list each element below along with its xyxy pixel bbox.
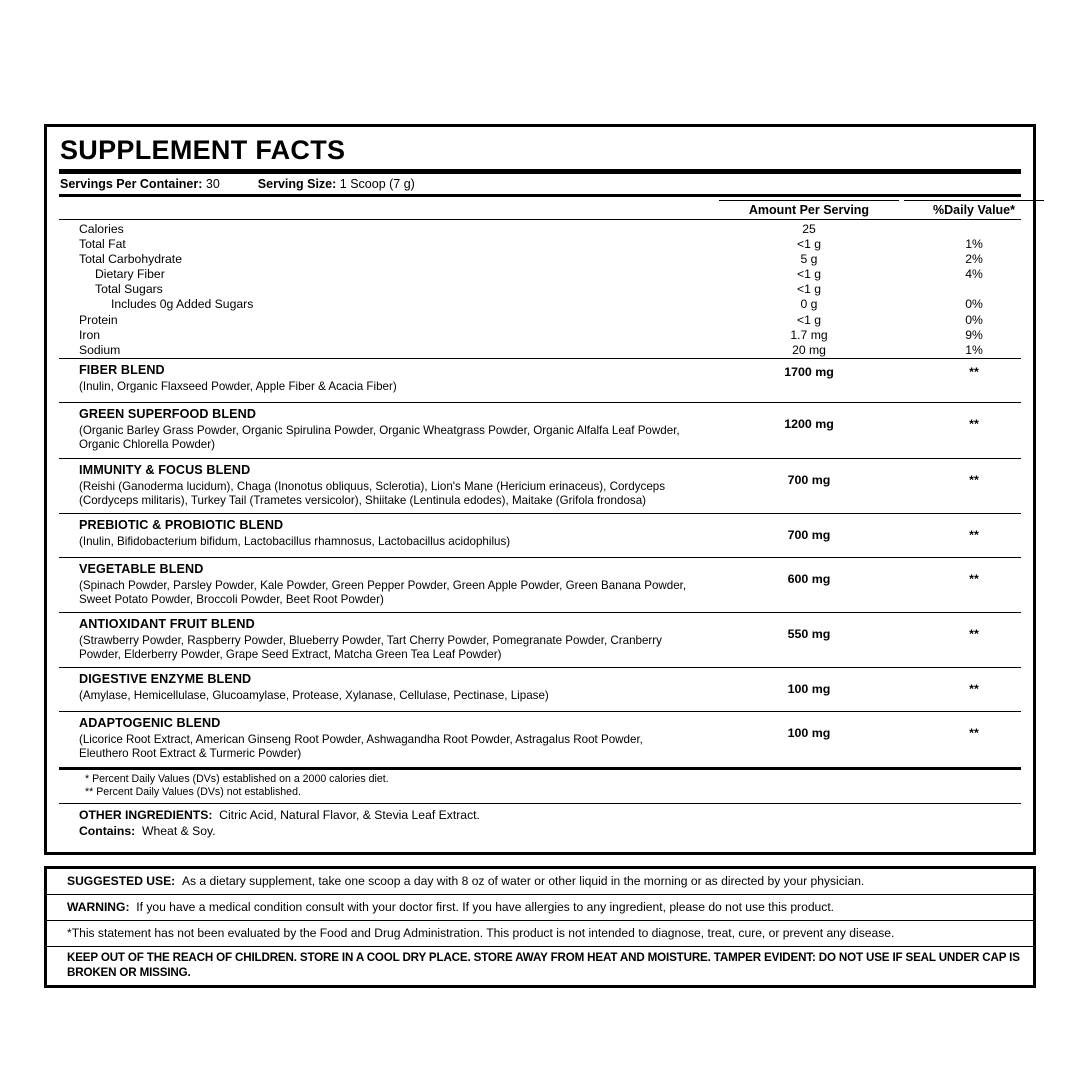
nutrient-dv: 1% bbox=[965, 343, 983, 358]
blend-row-vegetable bbox=[59, 557, 1021, 612]
nutrient-name: Includes 0g Added Sugars bbox=[111, 297, 254, 312]
blend-row-digestive-enzyme bbox=[59, 667, 1021, 711]
blend-row-green-superfood bbox=[59, 402, 1021, 457]
blend-dv: ** bbox=[969, 726, 979, 741]
warning-label: WARNING: bbox=[67, 900, 130, 915]
blend-amount: 550 mg bbox=[787, 627, 831, 642]
blend-row-prebiotic-probiotic bbox=[59, 513, 1021, 557]
nutrient-dv: 0% bbox=[965, 312, 983, 327]
blend-amount: 1700 mg bbox=[784, 365, 834, 380]
servings-per-container-value: 30 bbox=[205, 176, 220, 191]
blend-name: PREBIOTIC & PROBIOTIC BLEND bbox=[79, 517, 284, 532]
nutrient-amount: <1 g bbox=[796, 282, 822, 297]
blend-name: FIBER BLEND bbox=[79, 363, 165, 378]
nutrient-dv: 9% bbox=[965, 327, 983, 342]
table-row bbox=[59, 237, 1021, 252]
blend-dv: ** bbox=[969, 472, 979, 487]
nutrients-table bbox=[59, 220, 1021, 359]
notices-panel bbox=[44, 866, 1036, 988]
table-row bbox=[59, 267, 1021, 282]
footnote-daily-value: * Percent Daily Values (DVs) established on a 2000 calories diet. bbox=[85, 772, 389, 785]
blend-dv: ** bbox=[969, 527, 979, 542]
footnotes bbox=[59, 767, 1021, 804]
blend-amount: 700 mg bbox=[787, 472, 831, 487]
nutrient-amount: 5 g bbox=[800, 251, 818, 266]
contains-label: Contains: bbox=[79, 823, 136, 838]
blend-row-antioxidant-fruit bbox=[59, 612, 1021, 667]
nutrient-name: Sodium bbox=[79, 343, 121, 358]
keep-out-text: KEEP OUT OF THE REACH OF CHILDREN. STORE IN A COOL DRY PLACE. STORE AWAY FROM HEAT AND MOISTURE. TAMPER EVIDENT: DO NOT USE IF SEAL UNDER CAP IS BROKEN OR MISSING. bbox=[67, 951, 1020, 979]
blend-ingredients: (Strawberry Powder, Raspberry Powder, Blueberry Powder, Tart Cherry Powder, Pomegranate Powder, Cranberry Powder, Elderberry Powder, Grape Seed Extract, Matcha Green Tea Leaf Powder) bbox=[79, 634, 662, 662]
column-headers bbox=[59, 197, 1021, 219]
blend-ingredients: (Inulin, Organic Flaxseed Powder, Apple Fiber & Acacia Fiber) bbox=[79, 380, 397, 394]
nutrient-amount: 1.7 mg bbox=[790, 327, 828, 342]
blend-amount: 600 mg bbox=[787, 571, 831, 586]
blend-ingredients: (Licorice Root Extract, American Ginseng Root Powder, Ashwagandha Root Powder, Astragalus Root Powder, Eleuthero Root Extract & Turmeric Powder) bbox=[79, 733, 643, 761]
nutrient-name: Total Sugars bbox=[95, 282, 163, 297]
blend-dv: ** bbox=[969, 365, 979, 380]
nutrient-dv: 4% bbox=[965, 267, 983, 282]
supplement-facts-panel bbox=[44, 124, 1036, 855]
blend-dv: ** bbox=[969, 417, 979, 432]
blend-name: ADAPTOGENIC BLEND bbox=[79, 716, 221, 731]
footnote-not-established: ** Percent Daily Values (DVs) not established. bbox=[85, 786, 301, 799]
blend-ingredients: (Amylase, Hemicellulase, Glucoamylase, Protease, Xylanase, Cellulase, Pectinase, Lipase) bbox=[79, 689, 549, 703]
blend-name: ANTIOXIDANT FRUIT BLEND bbox=[79, 617, 255, 632]
nutrient-name: Dietary Fiber bbox=[95, 267, 165, 282]
blend-row-fiber bbox=[59, 358, 1021, 402]
warning-row bbox=[47, 894, 1033, 920]
warning-text: If you have a medical condition consult with your doctor first. If you have allergies to any ingredient, please do not use this product. bbox=[136, 900, 835, 915]
serving-size-value: 1 Scoop (7 g) bbox=[339, 176, 415, 191]
table-row bbox=[59, 343, 1021, 358]
blend-name: DIGESTIVE ENZYME BLEND bbox=[79, 672, 252, 687]
blend-name: VEGETABLE BLEND bbox=[79, 561, 204, 576]
blend-dv: ** bbox=[969, 571, 979, 586]
nutrient-name: Calories bbox=[79, 221, 124, 236]
blend-ingredients: (Organic Barley Grass Powder, Organic Spirulina Powder, Organic Wheatgrass Powder, Organic Alfalfa Leaf Powder, Organic Chlorella Powder) bbox=[79, 424, 680, 452]
nutrient-amount: <1 g bbox=[796, 267, 822, 282]
fda-statement-row bbox=[47, 920, 1033, 946]
table-row bbox=[59, 328, 1021, 343]
nutrient-dv: 0% bbox=[965, 297, 983, 312]
column-header-amount: Amount Per Serving bbox=[719, 200, 899, 217]
nutrient-name: Total Fat bbox=[79, 236, 126, 251]
nutrient-amount: <1 g bbox=[796, 312, 822, 327]
fda-statement-text: *This statement has not been evaluated by the Food and Drug Administration. This product is not intended to diagnose, treat, cure, or prevent any disease. bbox=[67, 926, 895, 941]
blend-dv: ** bbox=[969, 627, 979, 642]
other-ingredients-line bbox=[79, 808, 1021, 824]
suggested-use-text: As a dietary supplement, take one scoop a day with 8 oz of water or other liquid in the morning or as directed by your physician. bbox=[181, 874, 865, 888]
table-row bbox=[59, 222, 1021, 237]
servings-per-container-label: Servings Per Container: bbox=[60, 176, 203, 191]
other-ingredients-label: OTHER INGREDIENTS: bbox=[79, 808, 213, 823]
servings-row bbox=[59, 174, 1021, 194]
blend-ingredients: (Spinach Powder, Parsley Powder, Kale Powder, Green Pepper Powder, Green Apple Powder, Green Banana Powder, Sweet Potato Powder, Broccoli Powder, Beet Root Powder) bbox=[79, 578, 687, 606]
blend-dv: ** bbox=[969, 682, 979, 697]
table-row bbox=[59, 313, 1021, 328]
nutrient-dv: 2% bbox=[965, 251, 983, 266]
serving-size-label: Serving Size: bbox=[257, 176, 337, 191]
nutrient-amount: 0 g bbox=[800, 297, 818, 312]
table-row bbox=[59, 297, 1021, 312]
nutrient-name: Protein bbox=[79, 312, 118, 327]
other-ingredients-value: Citric Acid, Natural Flavor, & Stevia Leaf Extract. bbox=[219, 808, 480, 823]
blend-row-immunity-focus bbox=[59, 458, 1021, 513]
blend-ingredients: (Inulin, Bifidobacterium bifidum, Lactobacillus rhamnosus, Lactobacillus acidophilus) bbox=[79, 534, 511, 548]
contains-line bbox=[79, 824, 1021, 840]
suggested-use-label: SUGGESTED USE: bbox=[67, 874, 176, 888]
column-header-daily-value: %Daily Value* bbox=[904, 200, 1044, 217]
blend-amount: 100 mg bbox=[787, 682, 831, 697]
table-row bbox=[59, 282, 1021, 297]
nutrient-dv: 1% bbox=[965, 236, 983, 251]
nutrient-amount: <1 g bbox=[796, 236, 822, 251]
keep-out-of-reach-row bbox=[47, 946, 1033, 985]
nutrient-name: Total Carbohydrate bbox=[79, 251, 182, 266]
blend-row-adaptogenic bbox=[59, 711, 1021, 766]
nutrient-amount: 20 mg bbox=[792, 343, 826, 358]
page-title: SUPPLEMENT FACTS bbox=[60, 135, 346, 165]
contains-value: Wheat & Soy. bbox=[141, 823, 216, 838]
suggested-use-row bbox=[47, 869, 1033, 894]
blend-amount: 100 mg bbox=[787, 726, 831, 741]
blend-ingredients: (Reishi (Ganoderma lucidum), Chaga (Inonotus obliquus, Sclerotia), Lion's Mane (Hericium erinaceus), Cordyceps (Cordyceps militaris), Turkey Tail (Trametes versicolor), Shiitake (Lentinula edodes), Maitake (Grifola frondosa) bbox=[79, 479, 666, 507]
blend-name: IMMUNITY & FOCUS BLEND bbox=[79, 462, 251, 477]
table-row bbox=[59, 252, 1021, 267]
nutrient-amount: 25 bbox=[802, 221, 816, 236]
other-ingredients bbox=[59, 803, 1021, 842]
nutrient-name: Iron bbox=[79, 327, 101, 342]
blend-name: GREEN SUPERFOOD BLEND bbox=[79, 407, 257, 422]
blend-amount: 700 mg bbox=[787, 527, 831, 542]
blend-amount: 1200 mg bbox=[784, 417, 834, 432]
